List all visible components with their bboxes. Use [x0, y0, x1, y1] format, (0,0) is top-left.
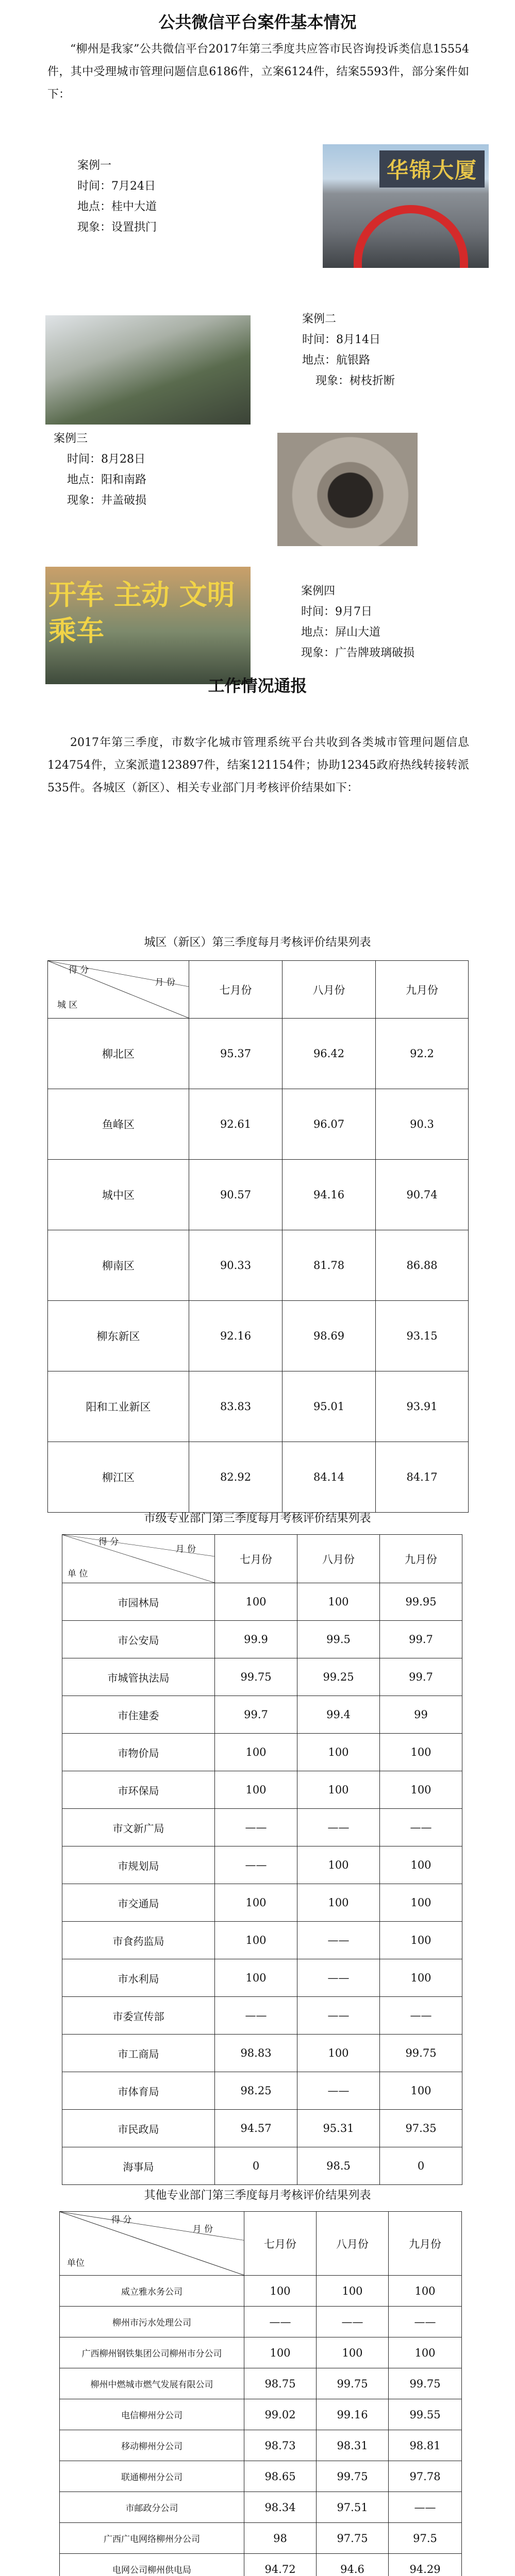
case-3-time: 时间：8月28日	[67, 453, 145, 466]
score-cell: 99.75	[380, 2035, 462, 2072]
table3-header-month: 月 份	[192, 2224, 213, 2234]
score-cell: 0	[380, 2147, 462, 2185]
table-row	[62, 1583, 462, 1621]
score-cell: 98.65	[244, 2461, 317, 2492]
score-cell: 95.37	[189, 1019, 283, 1089]
score-cell: ——	[297, 1997, 380, 2035]
table-row	[60, 2523, 462, 2554]
row-unit-name: 市邮政分公司	[60, 2492, 244, 2523]
score-cell: 99.7	[380, 1621, 462, 1658]
score-cell: 100	[215, 1922, 297, 1959]
score-cell: 99.4	[297, 1696, 380, 1734]
section1-paragraph: “柳州是我家”公共微信平台2017年第三季度共应答市民咨询投诉类信息15554件，其中受理城市管理问题信息6186件，立案6124件，结案5593件，部分案件如下：	[47, 43, 469, 101]
score-cell: 94.57	[215, 2110, 297, 2147]
row-unit-name: 市公安局	[62, 1621, 215, 1658]
score-cell: 98.75	[244, 2368, 317, 2399]
table-row	[48, 1230, 469, 1301]
score-cell: 100	[389, 2337, 462, 2368]
case-4-photo	[45, 567, 251, 684]
section1-title: 公共微信平台案件基本情况	[158, 12, 357, 32]
row-unit-name: 柳北区	[48, 1019, 189, 1089]
month-header: 七月份	[215, 1535, 297, 1583]
case-1-name: 案例一	[77, 159, 112, 172]
score-cell: 96.07	[283, 1089, 376, 1160]
row-unit-name: 市工商局	[62, 2035, 215, 2072]
month-header: 七月份	[189, 961, 283, 1019]
score-cell: ——	[389, 2492, 462, 2523]
score-cell: ——	[244, 2307, 317, 2337]
case-1-photo	[323, 144, 489, 268]
score-cell: 98.73	[244, 2430, 317, 2461]
case-3-photo	[277, 433, 418, 546]
table-row	[48, 1371, 469, 1442]
month-header: 九月份	[389, 2212, 462, 2276]
score-cell: 100	[297, 1734, 380, 1771]
score-cell: 95.31	[297, 2110, 380, 2147]
score-cell: 99.75	[317, 2368, 389, 2399]
table-row	[48, 1160, 469, 1230]
other-department-score-table	[59, 2211, 462, 2576]
table2-header-score: 得 分	[98, 1537, 119, 1547]
section2-title: 工作情况通报	[208, 676, 307, 696]
row-unit-name: 电信柳州分公司	[60, 2399, 244, 2430]
score-cell: 100	[244, 2276, 317, 2307]
case-2-photo	[45, 315, 251, 425]
score-cell: 98.5	[297, 2147, 380, 2185]
score-cell: 84.17	[376, 1442, 469, 1513]
case-4-poster-text: 开车 主动 文明 乘车	[48, 579, 235, 647]
score-cell: 99.95	[380, 1583, 462, 1621]
case-4	[301, 581, 414, 664]
score-cell: 95.01	[283, 1371, 376, 1442]
month-header: 九月份	[376, 961, 469, 1019]
score-cell: 99.25	[297, 1658, 380, 1696]
score-cell: 94.6	[317, 2554, 389, 2576]
row-unit-name: 威立雅水务公司	[60, 2276, 244, 2307]
score-cell: 97.78	[389, 2461, 462, 2492]
score-cell: ——	[215, 1997, 297, 2035]
score-cell: 100	[297, 1583, 380, 1621]
month-header: 八月份	[283, 961, 376, 1019]
score-cell: 99.7	[215, 1696, 297, 1734]
row-unit-name: 鱼峰区	[48, 1089, 189, 1160]
month-header: 七月份	[244, 2212, 317, 2276]
table-row	[62, 2110, 462, 2147]
score-cell: ——	[297, 1922, 380, 1959]
case-3-phenomenon: 现象：井盖破损	[67, 494, 147, 507]
case-4-time: 时间：9月7日	[301, 605, 372, 618]
table2-header-unit: 单 位	[68, 1569, 88, 1579]
score-cell: 100	[317, 2276, 389, 2307]
row-unit-name: 市食药监局	[62, 1922, 215, 1959]
section2-paragraph: 2017年第三季度，市数字化城市管理系统平台共收到各类城市管理问题信息124754件，立案派遣123897件，结案121154件；协助12345政府热线转接转派535件。各城区（新区）、相关专业部门月考核评价结果如下：	[47, 736, 469, 794]
score-cell: ——	[297, 2072, 380, 2110]
score-cell: 86.88	[376, 1230, 469, 1301]
score-cell: 99.75	[317, 2461, 389, 2492]
row-unit-name: 柳州市污水处理公司	[60, 2307, 244, 2337]
score-cell: ——	[317, 2307, 389, 2337]
score-cell: ——	[297, 1809, 380, 1846]
case-3-place: 地点：阳和南路	[67, 473, 147, 486]
row-unit-name: 联通柳州分公司	[60, 2461, 244, 2492]
score-cell: 100	[297, 1846, 380, 1884]
row-unit-name: 市园林局	[62, 1583, 215, 1621]
score-cell: 100	[297, 2035, 380, 2072]
table-row	[60, 2554, 462, 2576]
table2-header-row	[62, 1535, 462, 1583]
table-row	[62, 1771, 462, 1809]
row-unit-name: 市民政局	[62, 2110, 215, 2147]
score-cell: 98	[244, 2523, 317, 2554]
table-row	[60, 2430, 462, 2461]
score-cell: 100	[244, 2337, 317, 2368]
row-unit-name: 城中区	[48, 1160, 189, 1230]
case-1-building-sign: 华锦大厦	[379, 150, 485, 188]
score-cell: 99.75	[389, 2368, 462, 2399]
case-3	[54, 429, 146, 511]
row-unit-name: 市规划局	[62, 1846, 215, 1884]
score-cell: 83.83	[189, 1371, 283, 1442]
score-cell: 90.74	[376, 1160, 469, 1230]
score-cell: 100	[317, 2337, 389, 2368]
row-unit-name: 市交通局	[62, 1884, 215, 1922]
row-unit-name: 柳江区	[48, 1442, 189, 1513]
table-row	[60, 2399, 462, 2430]
table-row	[62, 1621, 462, 1658]
table-row	[60, 2368, 462, 2399]
score-cell: ——	[389, 2307, 462, 2337]
table-row	[48, 1442, 469, 1513]
score-cell: 98.34	[244, 2492, 317, 2523]
score-cell: 98.25	[215, 2072, 297, 2110]
score-cell: 94.29	[389, 2554, 462, 2576]
row-unit-name: 市文新广局	[62, 1809, 215, 1846]
case-1-phenomenon: 现象：设置拱门	[77, 221, 157, 234]
score-cell: 84.14	[283, 1442, 376, 1513]
city-department-score-table	[62, 1534, 462, 2185]
score-cell: ——	[215, 1809, 297, 1846]
row-unit-name: 海事局	[62, 2147, 215, 2185]
score-cell: 98.31	[317, 2430, 389, 2461]
table-row	[60, 2492, 462, 2523]
row-unit-name: 市住建委	[62, 1696, 215, 1734]
score-cell: 98.69	[283, 1301, 376, 1371]
score-cell: 99	[380, 1696, 462, 1734]
case-1-time: 时间：7月24日	[77, 180, 156, 193]
score-cell: 93.91	[376, 1371, 469, 1442]
score-cell: 99.75	[215, 1658, 297, 1696]
case-2-name: 案例二	[302, 313, 337, 326]
table1-caption: 城区（新区）第三季度每月考核评价结果列表	[144, 936, 371, 949]
score-cell: 0	[215, 2147, 297, 2185]
table1-header-month: 月 份	[155, 977, 175, 988]
table-row	[48, 1019, 469, 1089]
score-cell: 99.9	[215, 1621, 297, 1658]
score-cell: 100	[380, 1734, 462, 1771]
score-cell: 97.35	[380, 2110, 462, 2147]
score-cell: 82.92	[189, 1442, 283, 1513]
table2-header-month: 月 份	[175, 1544, 196, 1554]
month-header: 八月份	[297, 1535, 380, 1583]
row-unit-name: 移动柳州分公司	[60, 2430, 244, 2461]
table3-body	[60, 2276, 462, 2576]
month-header: 九月份	[380, 1535, 462, 1583]
table3-caption: 其他专业部门第三季度每月考核评价结果列表	[144, 2189, 371, 2202]
case-3-name: 案例三	[54, 432, 88, 445]
row-unit-name: 柳东新区	[48, 1301, 189, 1371]
table-row	[62, 2147, 462, 2185]
score-cell: ——	[380, 1997, 462, 2035]
table-row	[62, 1884, 462, 1922]
score-cell: 94.16	[283, 1160, 376, 1230]
score-cell: 97.5	[389, 2523, 462, 2554]
table1-corner-header	[48, 961, 189, 1019]
case-1	[77, 156, 157, 238]
row-unit-name: 电网公司柳州供电局	[60, 2554, 244, 2576]
table1-header-district: 城 区	[57, 1000, 78, 1010]
score-cell: 90.33	[189, 1230, 283, 1301]
month-header: 八月份	[317, 2212, 389, 2276]
score-cell: 96.42	[283, 1019, 376, 1089]
row-unit-name: 柳南区	[48, 1230, 189, 1301]
score-cell: ——	[380, 1809, 462, 1846]
table-row	[62, 1696, 462, 1734]
table-row	[60, 2276, 462, 2307]
score-cell: 99.5	[297, 1621, 380, 1658]
case-4-name: 案例四	[301, 585, 336, 598]
score-cell: 99.02	[244, 2399, 317, 2430]
score-cell: 100	[380, 1922, 462, 1959]
table-row	[60, 2337, 462, 2368]
row-unit-name: 市水利局	[62, 1959, 215, 1997]
table-row	[62, 1734, 462, 1771]
table-row	[62, 2035, 462, 2072]
score-cell: 97.75	[317, 2523, 389, 2554]
row-unit-name: 市城管执法局	[62, 1658, 215, 1696]
score-cell: 90.3	[376, 1089, 469, 1160]
score-cell: 100	[389, 2276, 462, 2307]
table3-diagonal-lines	[60, 2212, 244, 2275]
score-cell: 100	[380, 1884, 462, 1922]
score-cell: 100	[215, 1771, 297, 1809]
case-4-phenomenon: 现象：广告牌玻璃破损	[301, 647, 415, 659]
score-cell: 90.57	[189, 1160, 283, 1230]
case-2-phenomenon: 现象：树枝折断	[315, 375, 395, 387]
table1-body	[48, 1019, 469, 1513]
score-cell: 92.16	[189, 1301, 283, 1371]
score-cell: 100	[215, 1734, 297, 1771]
table-row	[60, 2461, 462, 2492]
score-cell: 92.61	[189, 1089, 283, 1160]
table2-caption: 市级专业部门第三季度每月考核评价结果列表	[144, 1512, 371, 1525]
row-unit-name: 市物价局	[62, 1734, 215, 1771]
case-1-place: 地点：桂中大道	[77, 200, 157, 213]
row-unit-name: 市环保局	[62, 1771, 215, 1809]
case-2	[302, 309, 395, 392]
table2-body	[62, 1583, 462, 2185]
score-cell: 100	[297, 1884, 380, 1922]
row-unit-name: 阳和工业新区	[48, 1371, 189, 1442]
table-row	[62, 2072, 462, 2110]
score-cell: 100	[297, 1771, 380, 1809]
score-cell: 93.15	[376, 1301, 469, 1371]
case-2-place: 地点：航银路	[302, 354, 371, 367]
score-cell: 100	[380, 1771, 462, 1809]
score-cell: 99.16	[317, 2399, 389, 2430]
row-unit-name: 广西广电网络柳州分公司	[60, 2523, 244, 2554]
row-unit-name: 市委宣传部	[62, 1997, 215, 2035]
case-4-place: 地点：屏山大道	[301, 626, 381, 639]
table-row	[48, 1089, 469, 1160]
score-cell: 100	[380, 1846, 462, 1884]
table-row	[62, 1846, 462, 1884]
score-cell: ——	[297, 1959, 380, 1997]
table-row	[48, 1301, 469, 1371]
table1-header-row	[48, 961, 469, 1019]
case-2-time: 时间：8月14日	[302, 333, 380, 346]
table3-header-unit: 单位	[67, 2258, 85, 2268]
table-row	[62, 1997, 462, 2035]
score-cell: 100	[215, 1959, 297, 1997]
score-cell: 100	[380, 2072, 462, 2110]
row-unit-name: 柳州中燃城市燃气发展有限公司	[60, 2368, 244, 2399]
score-cell: 97.51	[317, 2492, 389, 2523]
row-unit-name: 市体育局	[62, 2072, 215, 2110]
table1-header-score: 得 分	[69, 965, 89, 975]
case-1-arch	[354, 205, 468, 268]
table-row	[62, 1922, 462, 1959]
table2-corner-header	[62, 1535, 215, 1583]
table3-header-row	[60, 2212, 462, 2276]
table3-corner-header	[60, 2212, 244, 2276]
score-cell: 98.83	[215, 2035, 297, 2072]
table-row	[60, 2307, 462, 2337]
table-row	[62, 1959, 462, 1997]
score-cell: 100	[380, 1959, 462, 1997]
table3-header-score: 得 分	[111, 2215, 132, 2225]
district-score-table	[47, 960, 469, 1513]
score-cell: ——	[215, 1846, 297, 1884]
score-cell: 100	[215, 1884, 297, 1922]
score-cell: 94.72	[244, 2554, 317, 2576]
row-unit-name: 广西柳州钢铁集团公司柳州市分公司	[60, 2337, 244, 2368]
score-cell: 100	[215, 1583, 297, 1621]
score-cell: 92.2	[376, 1019, 469, 1089]
score-cell: 99.7	[380, 1658, 462, 1696]
score-cell: 81.78	[283, 1230, 376, 1301]
score-cell: 99.55	[389, 2399, 462, 2430]
score-cell: 98.81	[389, 2430, 462, 2461]
table-row	[62, 1658, 462, 1696]
table-row	[62, 1809, 462, 1846]
